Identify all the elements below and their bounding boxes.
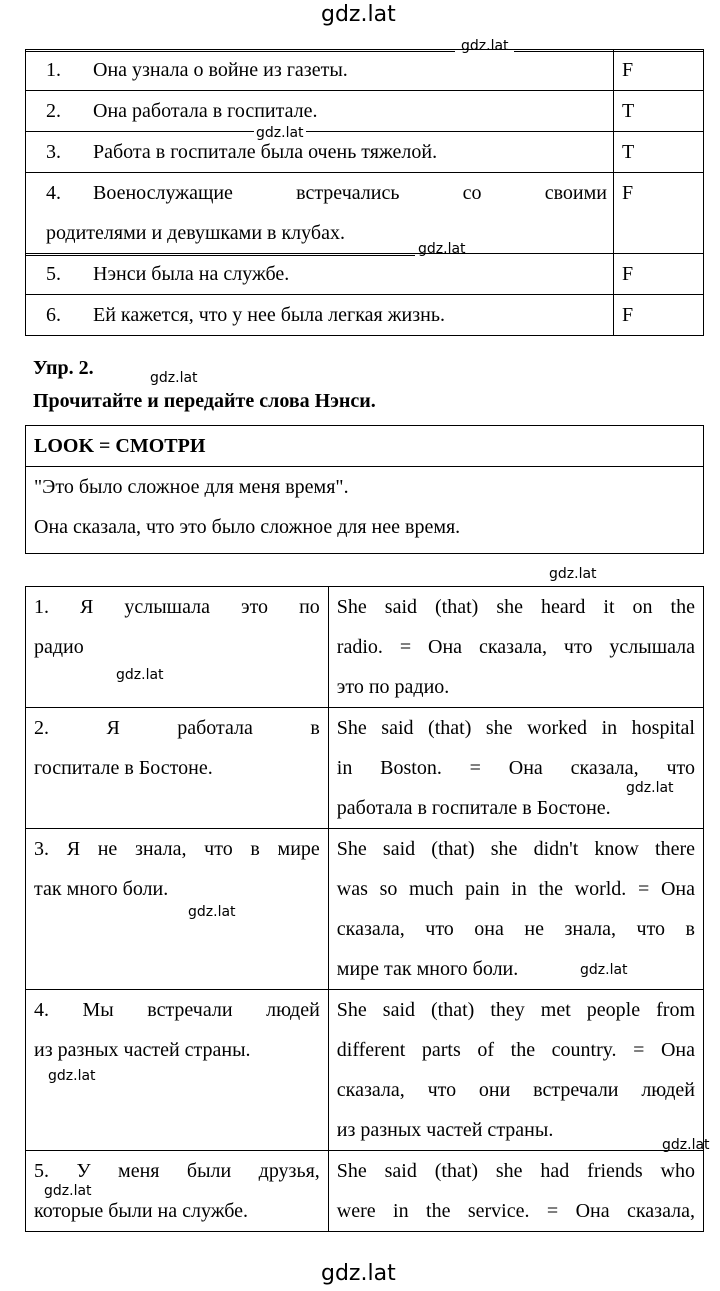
row-number: 2. <box>46 100 61 122</box>
table-row <box>26 132 704 173</box>
watermark: gdz.lat <box>549 566 597 582</box>
watermark-bottom: gdz.lat <box>321 1261 396 1286</box>
statement-text: Ей кажется, что у нее была легкая жизнь. <box>93 304 445 326</box>
look-example-row <box>26 467 704 554</box>
true-false-table <box>25 49 704 336</box>
row-number: 1. <box>46 59 61 81</box>
answer-cell: T <box>614 132 704 173</box>
watermark: gdz.lat <box>461 38 509 54</box>
reported-speech-cell: She said (that) she didn't know there was so much pain in the world. = Она сказала, что она не знала, что в мире так много боли. <box>328 829 703 990</box>
watermark: gdz.lat <box>256 125 304 141</box>
look-heading: LOOK = СМОТРИ <box>26 426 704 467</box>
direct-speech-cell: 5. У меня были друзья, которые были на службе. <box>26 1151 329 1232</box>
watermark: gdz.lat <box>188 904 236 920</box>
table-row <box>26 708 704 829</box>
table-row <box>26 295 704 336</box>
answer-cell: T <box>614 91 704 132</box>
table-row <box>26 990 704 1151</box>
statement-text: Нэнси была на службе. <box>93 263 290 285</box>
statement-text: Она узнала о войне из газеты. <box>93 59 348 81</box>
direct-speech-cell: 4. Мы встречали людей из разных частей страны. <box>26 990 329 1151</box>
table-row <box>26 254 704 295</box>
watermark: gdz.lat <box>150 370 198 386</box>
look-box <box>25 425 704 554</box>
look-reported: Она сказала, что это было сложное для нее время. <box>34 516 461 538</box>
statement-text: 4. Военослужащие встречались со своими <box>46 173 607 213</box>
statement-text: Она работала в госпитале. <box>93 100 318 122</box>
watermark-top: gdz.lat <box>321 2 396 27</box>
row-number: 5. <box>46 263 61 285</box>
row-number: 3. <box>46 141 61 163</box>
watermark: gdz.lat <box>44 1183 92 1199</box>
exercise-title: Упр. 2. <box>33 357 94 379</box>
watermark: gdz.lat <box>418 241 466 257</box>
reported-speech-cell: She said (that) they met people from different parts of the country. = Она сказала, что они встречали людей из разных частей страны. <box>328 990 703 1151</box>
statement-text-continued: родителями и девушками в клубах. <box>46 222 345 244</box>
table-row <box>26 50 704 91</box>
watermark: gdz.lat <box>580 962 628 978</box>
row-number: 6. <box>46 304 61 326</box>
reported-speech-cell: She said (that) she had friends who were in the service. = Она сказала, <box>328 1151 703 1232</box>
reported-speech-cell: She said (that) she worked in hospital in Boston. = Она сказала, что работала в госпитале в Бостоне. <box>328 708 703 829</box>
watermark: gdz.lat <box>626 780 674 796</box>
watermark: gdz.lat <box>116 667 164 683</box>
direct-speech-cell: 2. Я работала в госпитале в Бостоне. <box>26 708 329 829</box>
watermark: gdz.lat <box>662 1137 710 1153</box>
statement-text: Работа в госпитале была очень тяжелой. <box>93 141 438 163</box>
reported-speech-cell: She said (that) she heard it on the radio. = Она сказала, что услышала это по радио. <box>328 587 703 708</box>
answer-cell: F <box>614 173 704 254</box>
table-row <box>26 91 704 132</box>
exercise-instruction: Прочитайте и передайте слова Нэнси. <box>33 390 376 412</box>
answer-cell: F <box>614 50 704 91</box>
table-row <box>26 1151 704 1232</box>
look-heading-row <box>26 426 704 467</box>
answer-cell: F <box>614 295 704 336</box>
direct-speech-cell: 1. Я услышала это по радио <box>26 587 329 708</box>
table-row <box>26 587 704 708</box>
divider-line <box>25 255 415 256</box>
table-row <box>26 173 704 254</box>
direct-speech-cell: 3. Я не знала, что в мире так много боли. <box>26 829 329 990</box>
look-quote: "Это было сложное для меня время". <box>34 476 349 498</box>
row-number: 4. <box>46 182 61 204</box>
watermark: gdz.lat <box>48 1068 96 1084</box>
answer-cell: F <box>614 254 704 295</box>
